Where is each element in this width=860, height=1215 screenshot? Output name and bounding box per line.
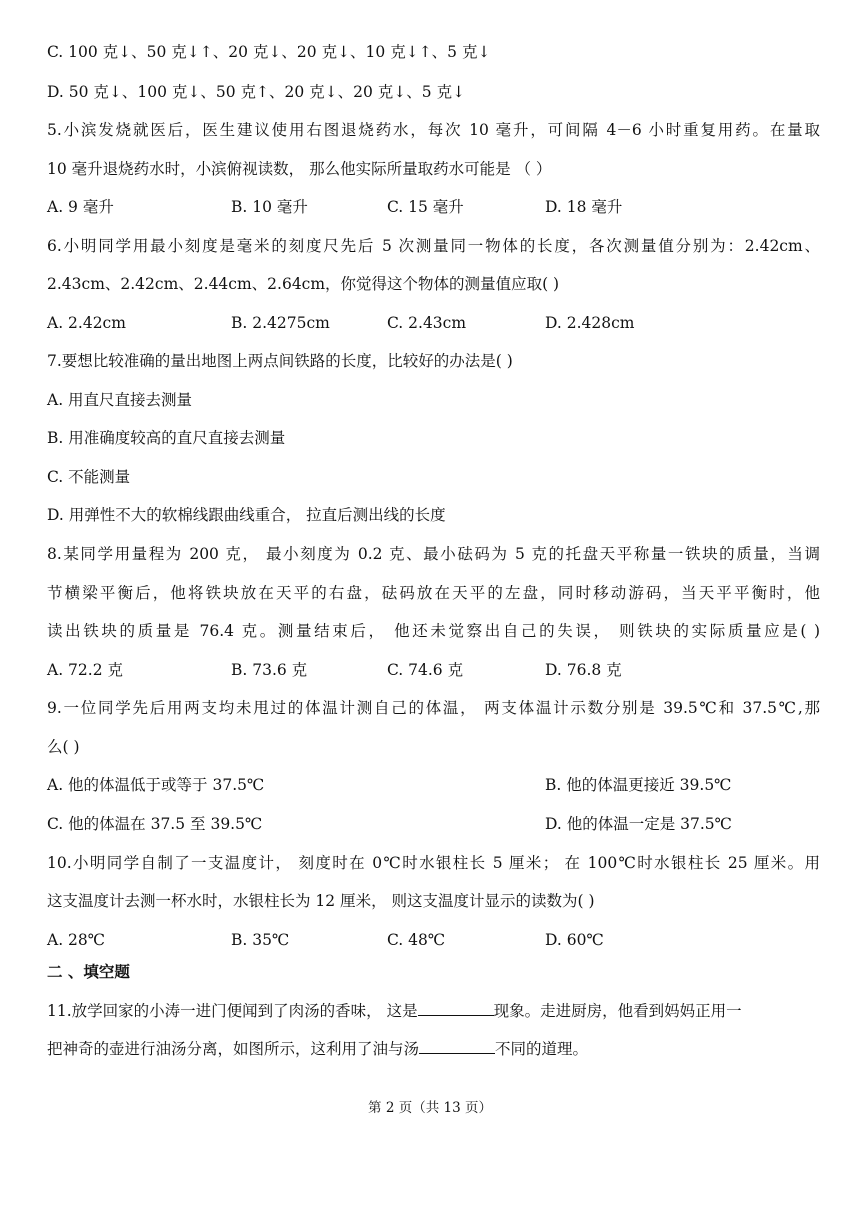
q7-option-a: A. 用直尺直接去测量 — [47, 391, 193, 409]
question-10-line2: 这支温度计去测一杯水时，水银柱长为 12 厘米， 则这支温度计显示的读数为( ) — [47, 892, 595, 910]
q5-option-d: D. 18 毫升 — [545, 198, 623, 216]
q5-option-c: C. 15 毫升 — [387, 198, 464, 216]
question-8-line2: 节横梁平衡后，他将铁块放在天平的右盘，砝码放在天平的左盘，同时移动游码，当天平平衡时，他 — [47, 584, 820, 602]
option-c-prev: C. 100 克↓、50 克↓↑、20 克↓、20 克↓、10 克↓↑、5 克↓ — [47, 43, 491, 61]
section-heading-fill-blank: 二 、填空题 — [47, 963, 130, 981]
q6-option-c: C. 2.43cm — [387, 314, 467, 332]
q10-option-a: A. 28℃ — [47, 931, 106, 949]
q11-text-part1: 11.放学回家的小涛一进门便闻到了肉汤的香味， 这是 — [47, 1002, 418, 1020]
q11-blank-1 — [418, 1001, 494, 1016]
q7-option-b: B. 用准确度较高的直尺直接去测量 — [47, 429, 286, 447]
q11-blank-2 — [419, 1039, 495, 1054]
q9-option-b: B. 他的体温更接近 39.5℃ — [545, 776, 732, 794]
q6-option-a: A. 2.42cm — [47, 314, 126, 332]
q10-option-d: D. 60℃ — [545, 931, 604, 949]
question-9-line1: 9.一位同学先后用两支均未甩过的体温计测自己的体温， 两支体温计示数分别是 39.5℃和 37.5℃,那 — [47, 699, 820, 717]
q9-option-a: A. 他的体温低于或等于 37.5℃ — [47, 776, 265, 794]
question-9-line2: 么( ) — [47, 738, 80, 756]
question-11-line2 — [47, 1039, 820, 1059]
q11-text-part3: 把神奇的壶进行油汤分离，如图所示，这利用了油与汤 — [47, 1040, 420, 1058]
option-d-prev: D. 50 克↓、100 克↓、50 克↑、20 克↓、20 克↓、5 克↓ — [47, 83, 466, 101]
q8-option-c: C. 74.6 克 — [387, 661, 464, 679]
q11-text-part4: 不同的道理。 — [495, 1040, 589, 1058]
question-11-line1 — [47, 1001, 820, 1021]
q9-option-c: C. 他的体温在 37.5 至 39.5℃ — [47, 815, 263, 833]
q9-option-d: D. 他的体温一定是 37.5℃ — [545, 815, 733, 833]
q10-option-c: C. 48℃ — [387, 931, 446, 949]
q5-option-a: A. 9 毫升 — [47, 198, 114, 216]
question-5-line2: 10 毫升退烧药水时，小滨俯视读数， 那么他实际所量取药水可能是 （ ） — [47, 160, 552, 178]
q5-option-b: B. 10 毫升 — [231, 198, 308, 216]
q8-option-a: A. 72.2 克 — [47, 661, 123, 679]
question-10-line1: 10.小明同学自制了一支温度计， 刻度时在 0℃时水银柱长 5 厘米； 在 100℃时水银柱长 25 厘米。用 — [47, 854, 820, 872]
question-7-line1: 7.要想比较准确的量出地图上两点间铁路的长度，比较好的办法是( ) — [47, 352, 513, 370]
q6-option-b: B. 2.4275cm — [231, 314, 330, 332]
page-footer: 第 2 页（共 13 页） — [368, 1100, 492, 1116]
question-8-line1: 8.某同学用量程为 200 克， 最小刻度为 0.2 克、最小砝码为 5 克的托盘天平称量一铁块的质量，当调 — [47, 545, 820, 563]
q11-text-part2: 现象。走进厨房，他看到妈妈正用一 — [493, 1002, 742, 1020]
question-6-line1: 6.小明同学用最小刻度是毫米的刻度尺先后 5 次测量同一物体的长度，各次测量值分别为：2.42cm、 — [47, 237, 820, 255]
q6-option-d: D. 2.428cm — [545, 314, 635, 332]
question-6-line2: 2.43cm、2.42cm、2.44cm、2.64cm，你觉得这个物体的测量值应取( ) — [47, 275, 560, 293]
q7-option-c: C. 不能测量 — [47, 468, 131, 486]
question-5-line1: 5.小滨发烧就医后，医生建议使用右图退烧药水，每次 10 毫升，可间隔 4－6 小时重复用药。在量取 — [47, 121, 820, 139]
q10-option-b: B. 35℃ — [231, 931, 290, 949]
question-8-line3: 读出铁块的质量是 76.4 克。测量结束后， 他还未觉察出自己的失误， 则铁块的实际质量应是( ) — [47, 622, 820, 640]
q8-option-d: D. 76.8 克 — [545, 661, 622, 679]
q8-option-b: B. 73.6 克 — [231, 661, 308, 679]
q7-option-d: D. 用弹性不大的软棉线跟曲线重合， 拉直后测出线的长度 — [47, 506, 446, 524]
